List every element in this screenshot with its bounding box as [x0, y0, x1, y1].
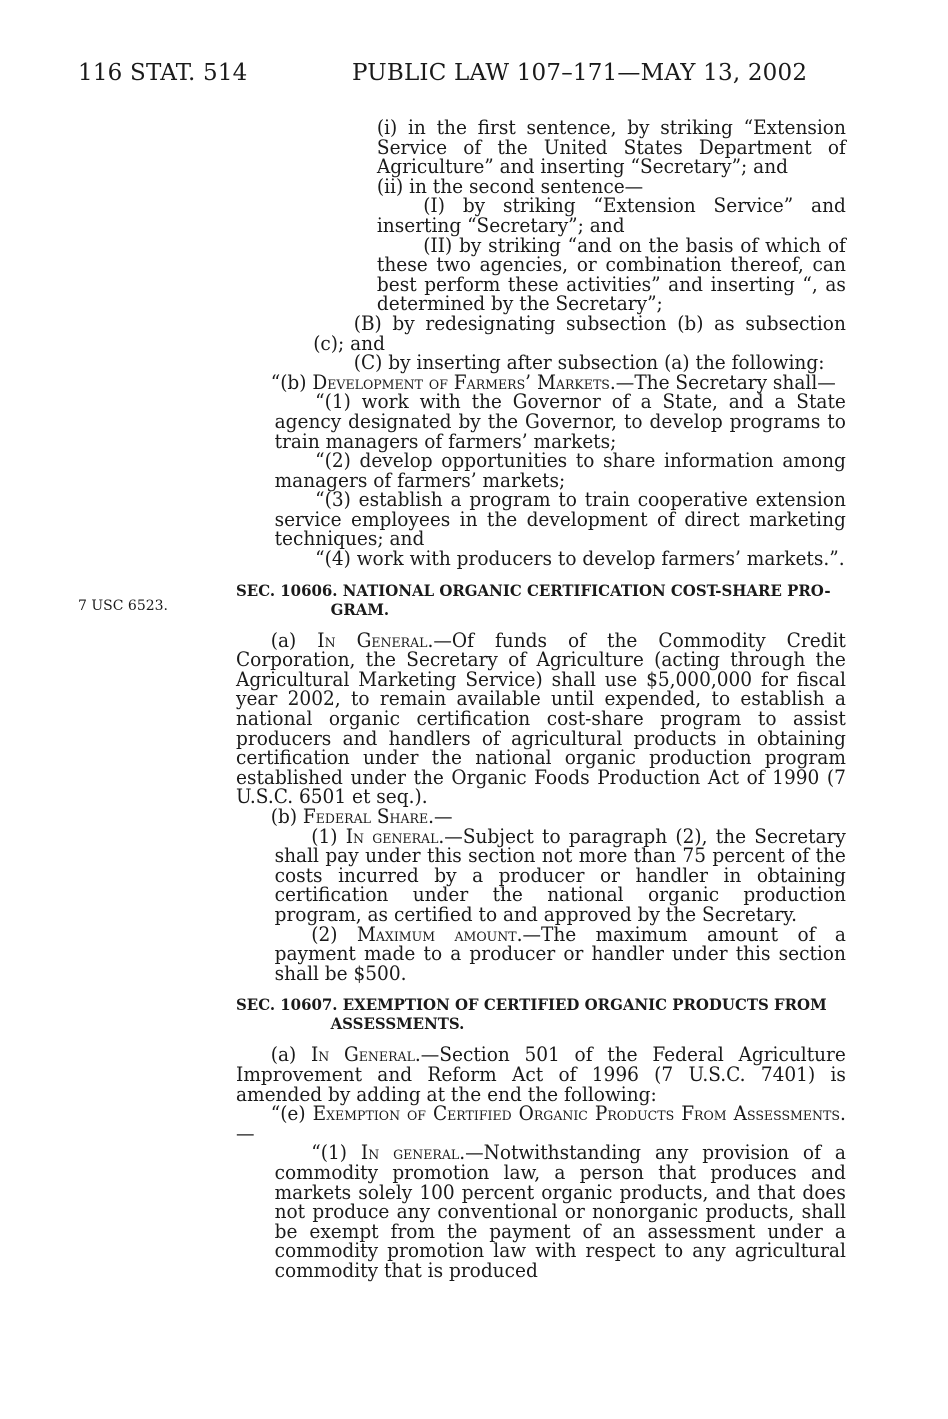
section-10606-b-rest: —	[434, 805, 453, 828]
paragraph-B	[236, 311, 846, 355]
subclause-II-text: (II) by striking “and on the basis of which of these two agencies, or combination thereof, can best perform these activities” and inserting “, as determined by the Secretary”;	[376, 233, 846, 316]
item-1-text: “(1) work with the Governor of a State, and a State agency designated by the Governor, to develop programs to train managers of farmers’ markets;	[274, 390, 846, 453]
section-heading-10607	[236, 995, 846, 1033]
subsection-e	[236, 1104, 846, 1143]
clause-i	[236, 118, 846, 177]
paragraph-B-text: (B) by redesignating subsection (b) as subsection (c); and	[313, 311, 846, 355]
item-3	[236, 490, 846, 549]
section-10606-b-2-lead: (2)	[311, 922, 357, 946]
item-3-text: “(3) establish a program to train cooperative extension service employees in the development of direct marketing techniques; and	[274, 488, 846, 551]
item-2-text: “(2) develop opportunities to share information among managers of farmers’ markets;	[274, 449, 846, 492]
subsection-e-heading: Exemption of Certified Organic Products From Assessments.	[312, 1102, 846, 1126]
paragraph-C-text: (C) by inserting after subsection (a) the following:	[353, 351, 825, 375]
item-2	[236, 451, 846, 490]
section-10606-a-lead: (a)	[270, 628, 318, 652]
section-10606-a	[236, 628, 846, 809]
section-10606-b-heading: Federal Share.	[302, 805, 435, 828]
section-10606-b-1	[236, 824, 846, 926]
page-title: PUBLIC LAW 107–171—MAY 13, 2002	[352, 60, 808, 86]
section-10606-title: SEC. 10606. NATIONAL ORGANIC CERTIFICATION COST-SHARE PRO-	[236, 580, 831, 600]
section-10606-b-lead: (b)	[270, 805, 303, 828]
section-10606-b-1-heading: In general.	[345, 824, 445, 848]
document-body	[236, 118, 846, 1280]
item-1	[236, 392, 846, 451]
section-10606-b-2-text: —The maximum amount of a payment made to a producer or handler under this section shall be $500.	[274, 922, 846, 985]
section-10606-title-cont: GRAM.	[330, 599, 390, 619]
subsection-e-lead: “(e)	[270, 1102, 313, 1126]
section-10606-b-2-heading: Maximum amount.	[356, 922, 523, 946]
subsection-b-rest: —The Secretary shall—	[615, 370, 836, 394]
section-10607-a-lead: (a)	[270, 1043, 311, 1067]
item-4	[236, 549, 846, 569]
section-10606-b-1-text: —Subject to paragraph (2), the Secretary shall pay under this section not more than 75 percent of the costs incurred by a producer or handler in obtaining certification under the national organic production program, as certified to and approved by the Secretary.	[274, 824, 846, 926]
clause-i-text: (i) in the first sentence, by striking “Extension Service of the United States Department of Agriculture” and inserting “Secretary”; and	[376, 116, 846, 179]
subsection-e-1	[236, 1143, 846, 1280]
section-10607-a	[236, 1045, 846, 1104]
margin-note-usc: 7 USC 6523.	[78, 598, 168, 614]
item-4-text: “(4) work with producers to develop farmers’ markets.”.	[315, 547, 845, 571]
subsection-e-1-text: —Notwithstanding any provision of a commodity promotion law, a person that produces and markets solely 100 percent organic products, and that does not produce any conventional or nonorganic products, shall be exempt from the payment of an assessment under a commodity promotion law with respect to any agricultural commodity that is produced	[274, 1141, 846, 1282]
subsection-b-lead: “(b)	[270, 370, 313, 394]
section-10607-a-heading: In General.	[310, 1043, 421, 1067]
section-10607-title: SEC. 10607. EXEMPTION OF CERTIFIED ORGANIC PRODUCTS FROM	[236, 995, 827, 1015]
section-10607-a-text: —Section 501 of the Federal Agriculture Improvement and Reform Act of 1996 (7 U.S.C. 7401) is amended by adding at the end the following:	[236, 1043, 846, 1106]
section-10606-a-text: —Of funds of the Commodity Credit Corporation, the Secretary of Agriculture (acting through the Agricultural Marketing Service) shall use $5,000,000 for fiscal year 2002, to remain available until expended, to establish a national organic certification cost-share program to assist producers and handlers of agricultural products in obtaining certification under the national organic production program established under the Organic Foods Production Act of 1990 (7 U.S.C. 6501 et seq.).	[236, 628, 846, 809]
section-10606-a-heading: In General.	[317, 628, 434, 652]
page-reference: 116 STAT. 514	[78, 60, 248, 86]
subclause-II	[236, 233, 846, 316]
section-10606-b-1-lead: (1)	[311, 824, 346, 848]
clause-ii-text: (ii) in the second sentence—	[376, 174, 644, 198]
section-10607-title-cont: ASSESSMENTS.	[330, 1014, 465, 1034]
subsection-e-1-lead: “(1)	[311, 1141, 361, 1165]
subsection-e-rest: —	[236, 1121, 255, 1145]
section-heading-10606	[236, 581, 846, 619]
subsection-b-heading: Development of Farmers’ Markets.	[312, 370, 616, 394]
subclause-I	[236, 196, 846, 235]
section-10606-b-2	[236, 922, 846, 985]
subclause-I-text: (I) by striking “Extension Service” and inserting “Secretary”; and	[376, 194, 846, 237]
subsection-e-1-heading: In general.	[360, 1141, 466, 1165]
